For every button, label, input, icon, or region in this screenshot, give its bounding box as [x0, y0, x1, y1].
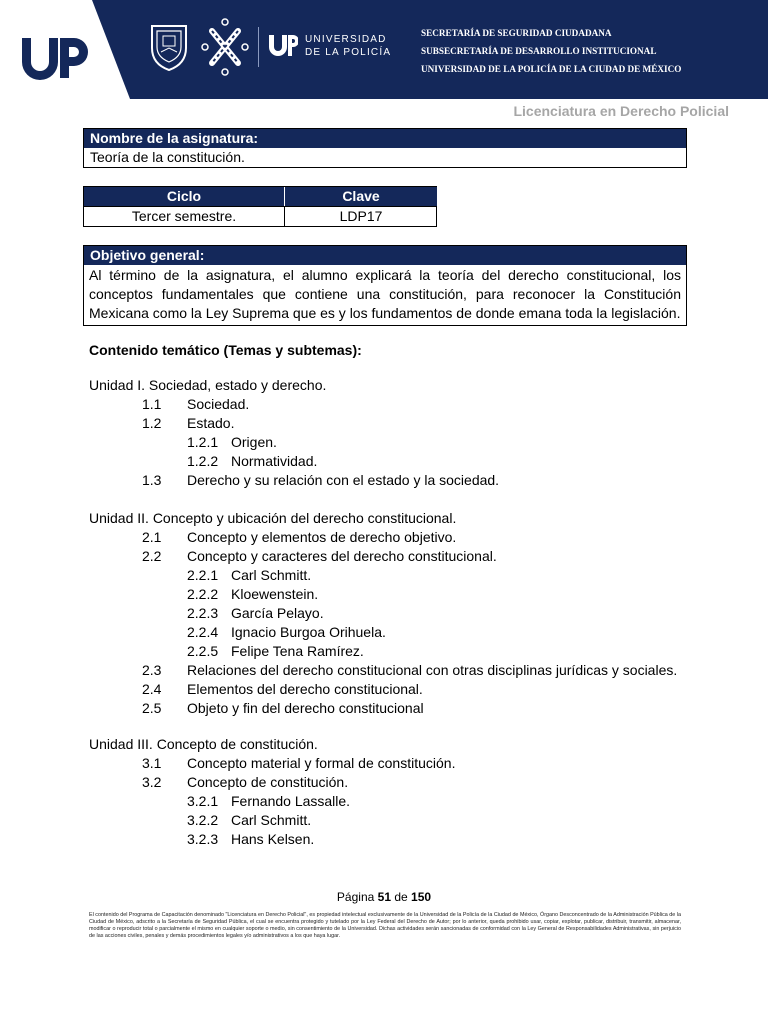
item-text: Concepto y caracteres del derecho constitucional.: [187, 548, 497, 564]
item-number: 2.2.2: [187, 586, 219, 602]
program-title: Licenciatura en Derecho Policial: [513, 103, 729, 119]
item-number: 2.5: [142, 700, 162, 716]
item-text: Normatividad.: [231, 453, 318, 469]
item-number: 2.1: [142, 529, 162, 545]
university-wordmark: [305, 33, 391, 59]
item-text: Concepto material y formal de constitución.: [187, 755, 456, 771]
subject-table: [83, 128, 687, 168]
item-number: 3.2.2: [187, 812, 219, 828]
university-wordmark-line2: DE LA POLICÍA: [305, 47, 392, 58]
institution-line-1: SECRETARÍA DE SEGURIDAD CIUDADANA: [421, 28, 612, 38]
unit-title: Unidad II. Concepto y ubicación del derecho constitucional.: [89, 510, 457, 526]
item-text: Carl Schmitt.: [231, 567, 312, 583]
item-number: 3.2.1: [187, 793, 219, 809]
content-title: Contenido temático (Temas y subtemas):: [89, 342, 362, 358]
key-value: LDP17: [285, 206, 437, 226]
item-number: 2.2.3: [187, 605, 219, 621]
page-prefix: Página: [336, 890, 375, 904]
objective-table: [83, 245, 687, 326]
item-text: Carl Schmitt.: [231, 812, 312, 828]
item-number: 1.3: [142, 472, 162, 488]
coat-of-arms-icon: [149, 22, 189, 72]
objective-label: Objetivo general:: [84, 246, 686, 265]
cycle-value: Tercer semestre.: [84, 206, 285, 226]
item-text: Sociedad.: [187, 396, 250, 412]
subject-label: Nombre de la asignatura:: [84, 129, 686, 148]
item-number: 3.2.3: [187, 831, 219, 847]
item-number: 2.3: [142, 662, 162, 678]
page-header: [0, 0, 768, 99]
item-number: 2.2: [142, 548, 162, 564]
subject-value: Teoría de la constitución.: [90, 149, 245, 165]
item-text: Concepto de constitución.: [187, 774, 349, 790]
item-number: 2.2.4: [187, 624, 219, 640]
institution-line-2: SUBSECRETARÍA DE DESARROLLO INSTITUCIONAL: [421, 46, 657, 56]
item-number: 3.2: [142, 774, 162, 790]
item-text: Estado.: [187, 415, 235, 431]
cycle-table: [83, 186, 437, 227]
page-number: [0, 890, 768, 904]
header-divider: [258, 27, 259, 67]
legal-notice: El contenido del Programa de Capacitación denominado "Licenciatura en Derecho Policial", es propiedad intelectual exclusivamente de la Universidad de la Policía de la Ciudad de México, Órgano Desconcentrado de la Administración Pública de la Ciudad de México, adscrito a la Secretaría de Seguridad Pública, el cual se encuentra protegido y tutelado por la Ley Federal del Derecho de Autor; por lo anterior, queda prohibido usar, copiar, explotar, publicar, distribuir, transmitir, almacenar, modificar o reproducir total o parcialmente el mismo en cualquier soporte o medio, sin consentimiento de la Universidad. Dichas actividades serán sancionadas de conformidad con la Ley General de Responsabilidades Administrativas, sin perjuicio de las acciones civiles, penales y demás procedimientos legales y/o administrativos a los que haya lugar.: [89, 912, 681, 939]
item-text: García Pelayo.: [231, 605, 324, 621]
item-text: Hans Kelsen.: [231, 831, 315, 847]
item-text: Objeto y fin del derecho constitucional: [187, 700, 424, 716]
unit-title: Unidad I. Sociedad, estado y derecho.: [89, 377, 327, 393]
institution-lines: [421, 24, 681, 78]
item-number: 2.2.1: [187, 567, 219, 583]
page-current: 51: [377, 890, 391, 904]
page-total: 150: [411, 890, 432, 904]
item-number: 3.1: [142, 755, 162, 771]
institution-line-3: UNIVERSIDAD DE LA POLICÍA DE LA CIUDAD DE MÉXICO: [421, 64, 682, 74]
up-small-logo-icon: [268, 34, 298, 58]
up-logo-icon: [20, 36, 90, 80]
item-number: 1.2.2: [187, 453, 219, 469]
item-text: Relaciones del derecho constitucional con otras disciplinas jurídicas y sociales.: [187, 662, 678, 678]
item-number: 1.2: [142, 415, 162, 431]
item-text: Felipe Tena Ramírez.: [231, 643, 364, 659]
item-text: Kloewenstein.: [231, 586, 319, 602]
key-header: Clave: [285, 187, 437, 206]
item-number: 2.2.5: [187, 643, 219, 659]
item-text: Concepto y elementos de derecho objetivo.: [187, 529, 457, 545]
unit-title: Unidad III. Concepto de constitución.: [89, 736, 318, 752]
page-separator: de: [394, 890, 408, 904]
item-text: Elementos del derecho constitucional.: [187, 681, 423, 697]
item-text: Fernando Lassalle.: [231, 793, 351, 809]
item-text: Ignacio Burgoa Orihuela.: [231, 624, 386, 640]
item-number: 1.1: [142, 396, 162, 412]
university-wordmark-line1: UNIVERSIDAD: [305, 34, 387, 45]
item-text: Origen.: [231, 434, 277, 450]
item-number: 2.4: [142, 681, 162, 697]
item-number: 1.2.1: [187, 434, 219, 450]
cycle-header: Ciclo: [84, 187, 285, 206]
item-text: Derecho y su relación con el estado y la sociedad.: [187, 472, 500, 488]
objective-text: Al término de la asignatura, el alumno explicará la teoría del derecho constitucional, los conceptos fundamentales que contiene una constitución, para reconocer la Constitución Mexicana como la Ley Suprema que es y los fundamentos de donde emana toda la legislación.: [89, 267, 681, 321]
cdmx-emblem-icon: [200, 17, 250, 77]
